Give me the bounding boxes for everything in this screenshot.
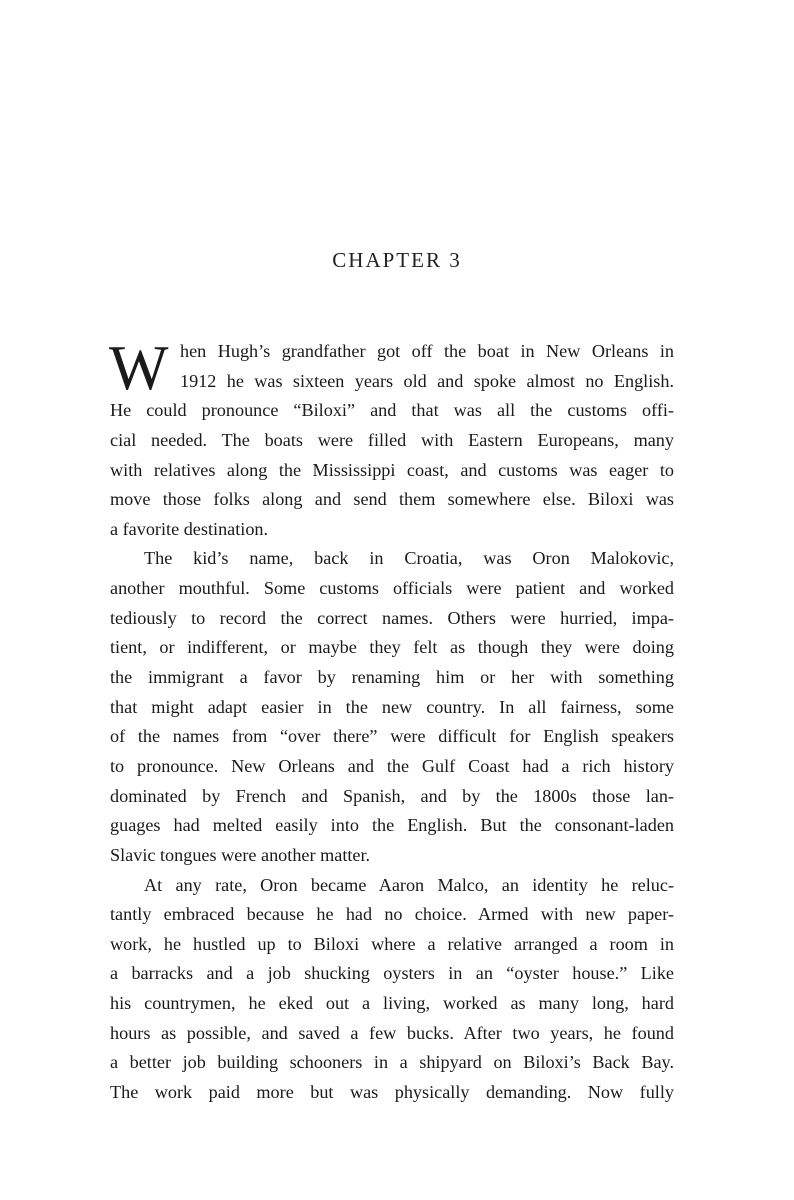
text-line: guages had melted easily into the English. But the consonant-laden	[110, 815, 674, 836]
text-line: of the names from “over there” were difficult for English speakers	[110, 726, 674, 747]
text-line: hen Hugh’s grandfather got off the boat in New Orleans in	[180, 341, 674, 361]
text-line: to pronounce. New Orleans and the Gulf Coast had a rich history	[110, 755, 674, 776]
text-line: a better job building schooners in a shipyard on Biloxi’s Back Bay.	[110, 1052, 674, 1073]
text-line: cial needed. The boats were filled with Eastern Europeans, many	[110, 429, 674, 450]
text-line: that might adapt easier in the new country. In all fairness, some	[110, 696, 674, 717]
chapter-title: CHAPTER 3	[332, 248, 462, 272]
text-line: another mouthful. Some customs officials were patient and worked	[110, 578, 674, 599]
text-line: with relatives along the Mississippi coast, and customs was eager to	[110, 459, 674, 480]
text-line: his countrymen, he eked out a living, worked as many long, hard	[110, 993, 674, 1014]
body-text	[109, 333, 674, 1108]
paragraph	[110, 871, 674, 1108]
text-line: a barracks and a job shucking oysters in an “oyster house.” Like	[110, 963, 674, 984]
paragraph	[110, 544, 674, 870]
text-line: tediously to record the correct names. Others were hurried, impa-	[110, 607, 674, 628]
text-line: move those folks along and send them somewhere else. Biloxi was	[110, 489, 674, 510]
text-line: tantly embraced because he had no choice. Armed with new paper-	[110, 904, 674, 925]
text-line: the immigrant a favor by renaming him or her with something	[110, 667, 674, 688]
text-line: a favorite destination.	[110, 518, 269, 539]
text-line: hours as possible, and saved a few bucks. After two years, he found	[110, 1022, 674, 1043]
text-line: dominated by French and Spanish, and by the 1800s those lan-	[110, 785, 674, 806]
text-line: work, he hustled up to Biloxi where a relative arranged a room in	[110, 933, 674, 954]
text-line: The work paid more but was physically demanding. Now fully	[110, 1082, 674, 1103]
text-line: At any rate, Oron became Aaron Malco, an identity he reluc-	[144, 874, 674, 895]
text-line: tient, or indifferent, or maybe they felt as though they were doing	[110, 637, 674, 658]
drop-cap: W	[109, 333, 169, 403]
text-line: The kid’s name, back in Croatia, was Oron Malokovic,	[144, 548, 674, 569]
text-line: Slavic tongues were another matter.	[110, 844, 371, 865]
paragraph	[109, 333, 674, 544]
text-line: 1912 he was sixteen years old and spoke almost no English.	[180, 370, 674, 391]
text-line: He could pronounce “Biloxi” and that was all the customs offi-	[110, 400, 674, 421]
